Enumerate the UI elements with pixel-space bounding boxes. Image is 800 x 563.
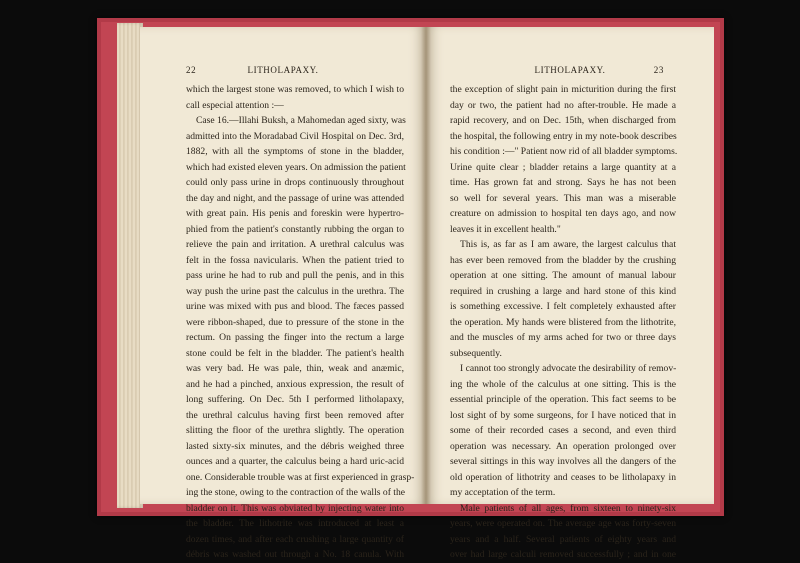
book-gutter bbox=[421, 27, 431, 504]
text-line: old operation of lithotrity and ceases to be litholapaxy in bbox=[450, 471, 676, 483]
text-line: several sittings in this way involves all the dangers of the bbox=[450, 456, 676, 467]
text-line: creature on admission to hospital ten days ago, and now bbox=[450, 208, 676, 219]
text-line: and he had a pinched, anxious expression, the result of bbox=[186, 378, 404, 390]
left-page bbox=[140, 27, 426, 560]
left-page-number: 22 bbox=[186, 65, 197, 75]
text-line: Male patients of all ages, from sixteen to ninety-six bbox=[460, 502, 676, 514]
text-line: so well for several years. This man was a miserable bbox=[450, 192, 676, 204]
text-line: urine was mixed with pus and blood. The fæces passed bbox=[186, 301, 404, 312]
text-line: way push the urine past the calculus in the urethra. The bbox=[186, 285, 404, 297]
text-line: lost sight of by some surgeons, for I have noticed that in bbox=[450, 409, 676, 421]
text-line: the urethral calculus having first been removed after bbox=[186, 409, 404, 421]
text-line: Urine quite clear ; bladder retains a large quantity at a bbox=[450, 161, 676, 173]
text-line: rectum. On passing the finger into the rectum a large bbox=[186, 332, 404, 343]
text-line: and the muscles of my arms ached for two or three days bbox=[450, 332, 676, 343]
text-line: were ribbon-shaped, due to pressure of the stone in the bbox=[186, 316, 404, 328]
text-line: time. Has grown fat and strong. Says he has not been bbox=[450, 177, 676, 188]
text-line: felt in the fossa navicularis. When the patient tried to bbox=[186, 254, 404, 266]
text-line: stone could be felt in the bladder. The patient's health bbox=[186, 347, 404, 359]
text-line: some of their recorded cases a second, and even third bbox=[450, 425, 676, 436]
text-line: relieve the pain and irritation. A urethral calculus was bbox=[186, 239, 404, 250]
text-line: with great pain. His penis and foreskin were hypertro- bbox=[186, 208, 404, 219]
text-line: leaves it in excellent health." bbox=[450, 223, 561, 235]
text-line: débris was washed out through a No. 18 canula. With bbox=[186, 549, 404, 560]
text-line: the exception of slight pain in micturition during the first bbox=[450, 84, 676, 95]
right-page-header bbox=[426, 65, 714, 77]
text-line: call especial attention :— bbox=[186, 99, 284, 111]
text-line: This is, as far as I am aware, the largest calculus that bbox=[460, 239, 676, 250]
text-line: bladder on it. This was obviated by injecting water into bbox=[186, 502, 404, 514]
text-line: phied from the patient's constantly rubbing the organ to bbox=[186, 223, 404, 235]
right-running-head: LITHOLAPAXY. bbox=[534, 65, 606, 75]
text-line: my acceptation of the term. bbox=[450, 487, 556, 498]
text-line: which the largest stone was removed, to which I wish to bbox=[186, 84, 404, 95]
text-line: lasted sixty-six minutes, and the débris weighed three bbox=[186, 440, 404, 452]
text-line: day or two, the patient had no after-trouble. He made a bbox=[450, 99, 676, 111]
text-line: the day and night, and the passage of urine was attended bbox=[186, 192, 404, 204]
text-line: long suffering. On Dec. 5th I performed litholapaxy, bbox=[186, 394, 404, 405]
left-page-text bbox=[186, 82, 415, 563]
left-page-header bbox=[140, 65, 426, 77]
text-line: the hospital, the following entry in my note-book describes bbox=[450, 130, 677, 142]
text-line: subsequently. bbox=[450, 347, 502, 359]
text-line: slitting the floor of the urethra slightly. The operation bbox=[186, 425, 404, 436]
text-line: ounces and a quarter, the calculus being a hard uric-acid bbox=[186, 456, 404, 467]
text-line: over had large calculi removed successfully ; and in one bbox=[450, 549, 676, 560]
text-line: the bladder. The lithotrite was introduced at least a bbox=[186, 518, 404, 529]
right-page-number: 23 bbox=[653, 65, 664, 75]
text-line: required in crushing a large and hard stone of this kind bbox=[450, 285, 676, 297]
text-line: I cannot too strongly advocate the desirability of remov- bbox=[460, 363, 677, 374]
right-page bbox=[426, 27, 714, 560]
text-line: ing the stone, owing to the contraction of the walls of the bbox=[186, 487, 406, 498]
left-running-head: LITHOLAPAXY. bbox=[247, 65, 319, 75]
text-line: essential principle of the operation. This fact seems to be bbox=[450, 394, 676, 405]
text-line: could only pass urine in drops continuously throughout bbox=[186, 177, 404, 188]
text-line: Case 16.—Illahi Buksh, a Mahomedan aged sixty, was bbox=[196, 115, 406, 126]
text-line: has ever been removed from the bladder by the crushing bbox=[450, 254, 676, 266]
text-line: which had existed eleven years. On admission the patient bbox=[186, 161, 406, 173]
text-line: pass urine he had to rub and pull the penis, and in this bbox=[186, 270, 404, 281]
right-page-text bbox=[450, 82, 676, 563]
text-line: is something excessive. I felt completely exhausted after bbox=[450, 301, 676, 312]
text-line: one. Considerable trouble was at first experienced in grasp- bbox=[186, 471, 415, 483]
text-line: his condition :—" Patient now rid of all bladder symptoms. bbox=[450, 146, 678, 157]
text-line: operation was necessary. An operation prolonged over bbox=[450, 440, 676, 452]
text-line: rapid recovery, and on Dec. 15th, when discharged from bbox=[450, 115, 676, 126]
text-line: the operation. My hands were blistered from the lithotrite, bbox=[450, 316, 676, 328]
text-line: 1882, with all the symptoms of stone in the bladder, bbox=[186, 146, 404, 157]
text-line: was very bad. He was pale, thin, weak and anæmic, bbox=[186, 363, 404, 374]
text-line: ing the whole of the calculus at one sitting. This is the bbox=[450, 378, 676, 390]
text-line: admitted into the Moradabad Civil Hospital on Dec. 3rd, bbox=[186, 130, 404, 142]
text-line: years and a half. Several patients of eighty years and bbox=[450, 533, 676, 545]
text-line: years, were operated on. The average age was forty-seven bbox=[450, 518, 676, 529]
text-line: dozen times, and after each crushing a large quantity of bbox=[186, 533, 404, 545]
text-line: operation at one sitting. The amount of manual labour bbox=[450, 270, 676, 281]
